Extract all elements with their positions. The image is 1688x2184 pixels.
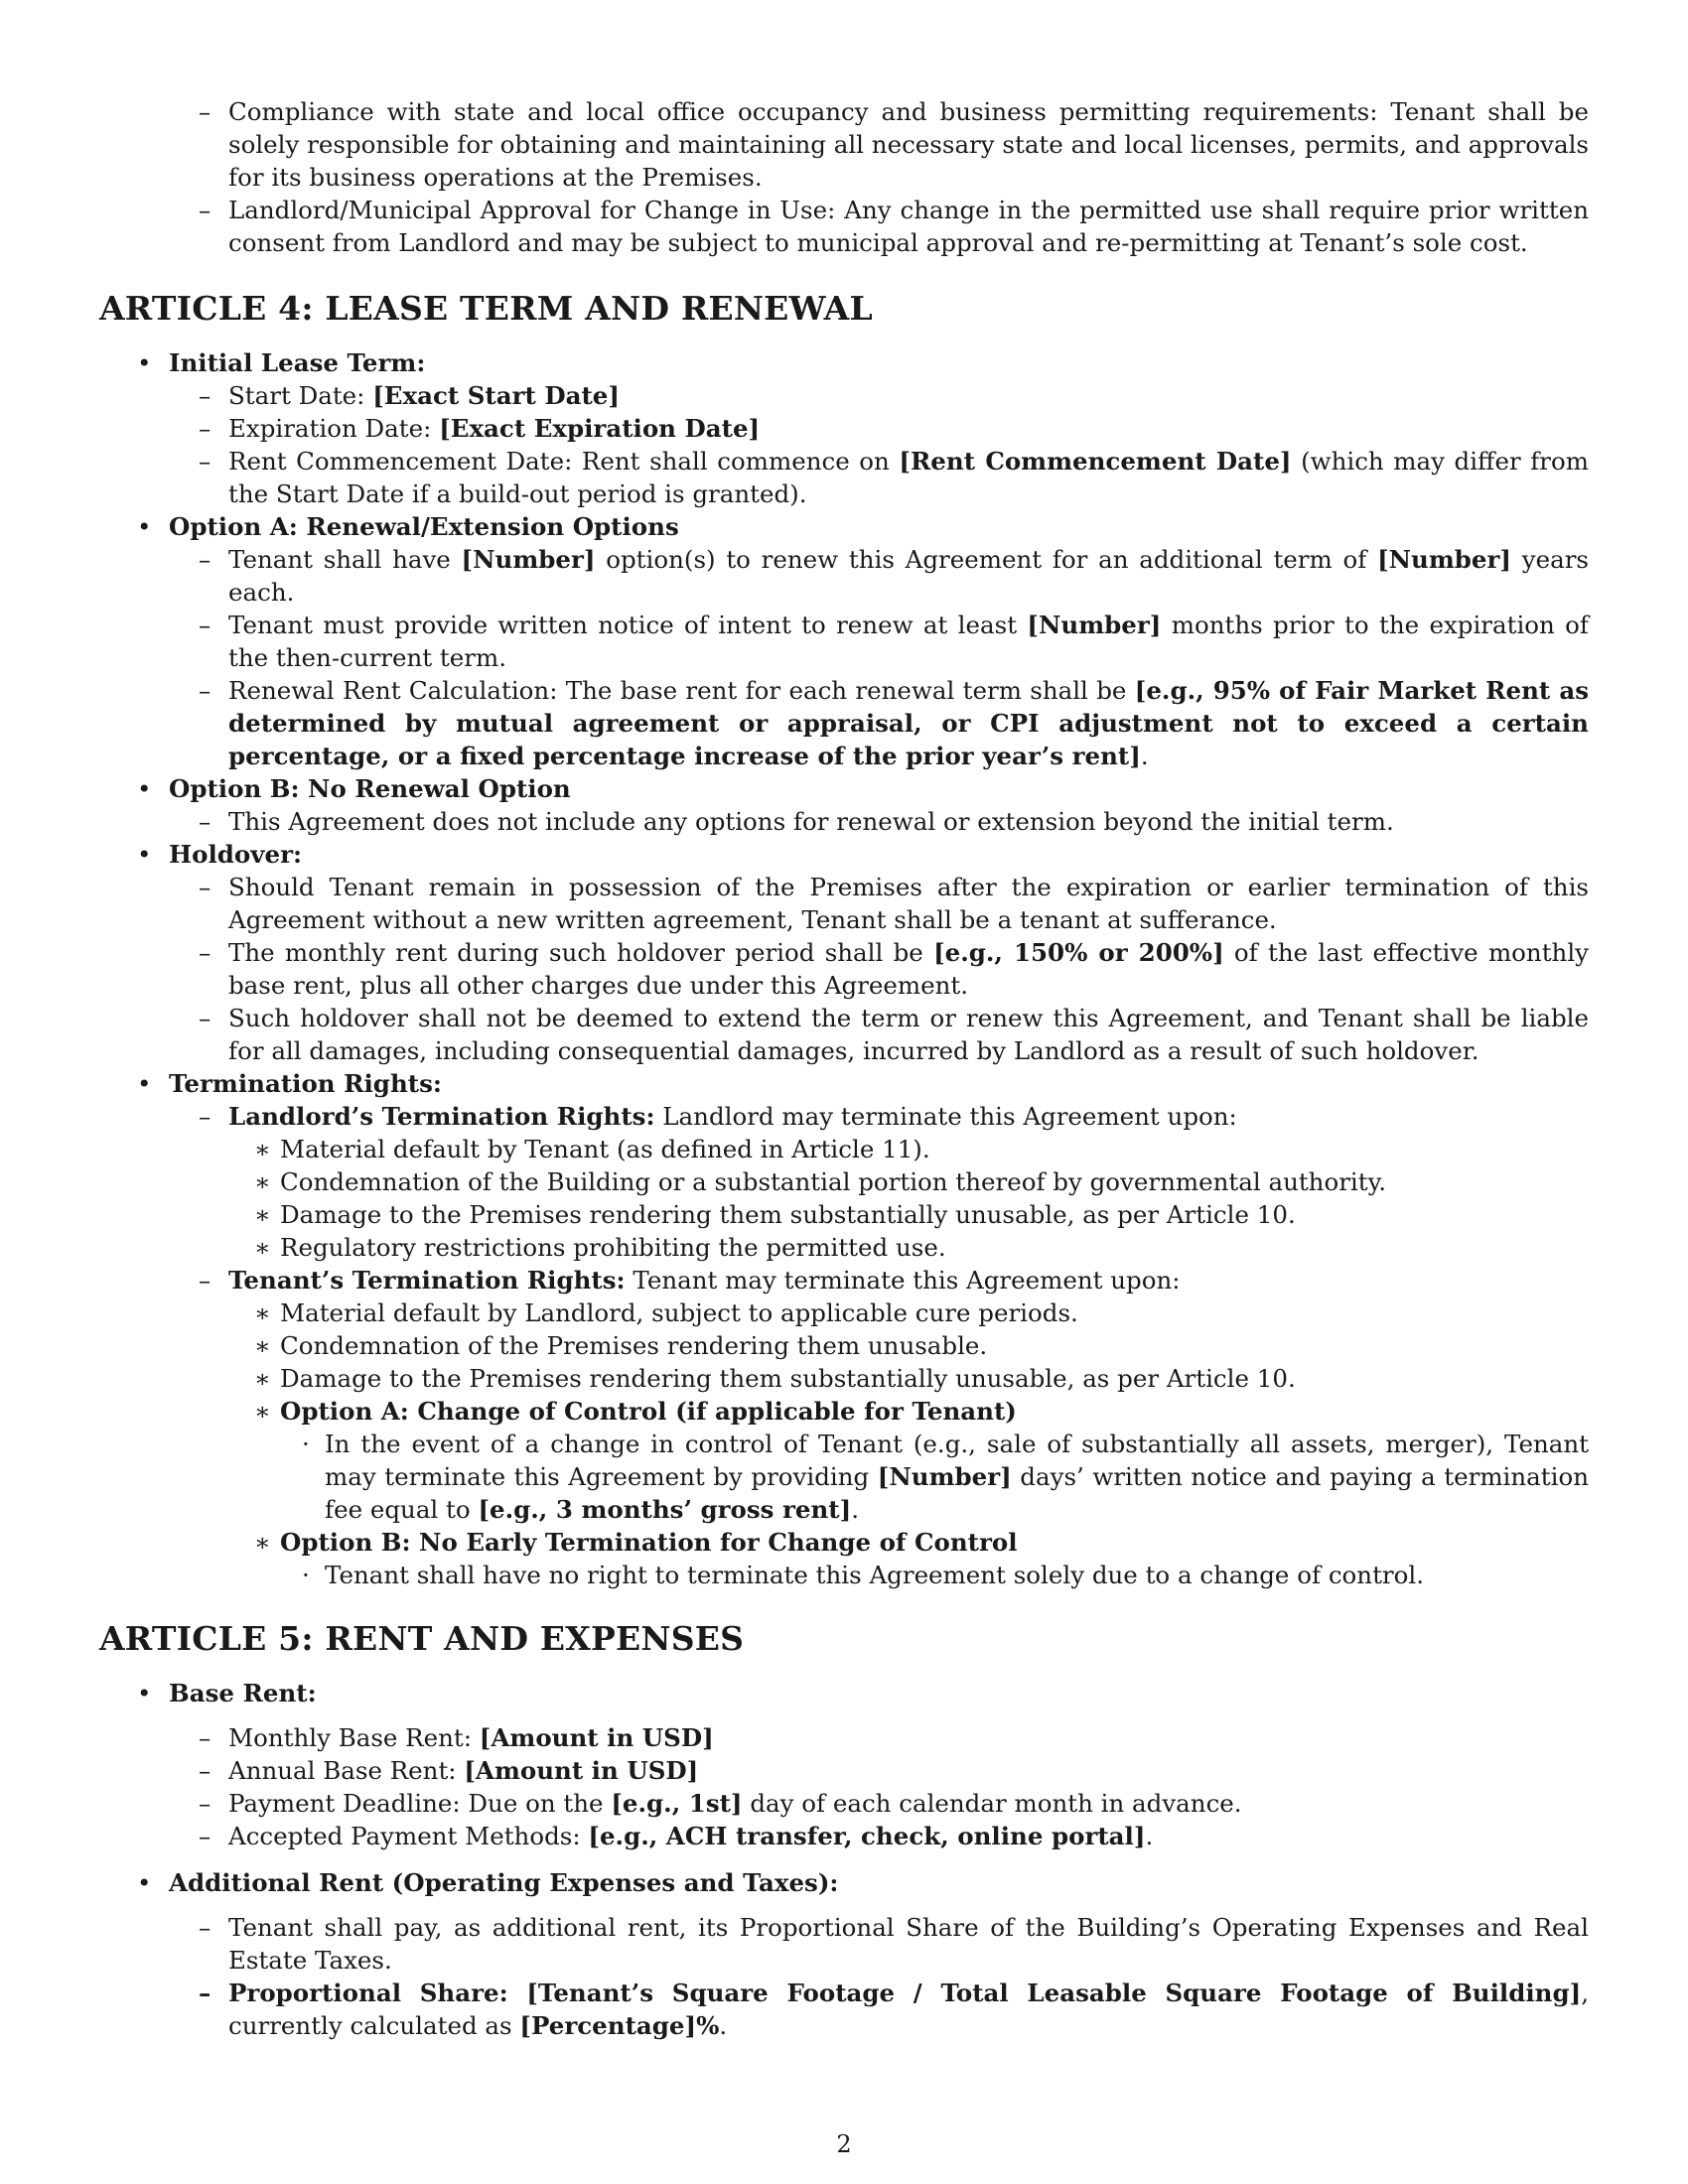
item-text: Accepted Payment Methods: <box>228 1822 589 1850</box>
sub-label: Proportional Share: <box>228 1979 527 2007</box>
dash-marker: – <box>199 1979 211 2007</box>
dot-marker: · <box>302 1430 310 1458</box>
additional-rent <box>99 1866 1589 1899</box>
initial-lease-term <box>99 346 1589 379</box>
dash-marker: – <box>199 1102 211 1131</box>
section-label: Initial Lease Term: <box>169 348 426 377</box>
dash-marker: – <box>199 676 211 705</box>
list-item <box>99 1977 1589 2042</box>
dash-marker: – <box>199 414 211 443</box>
list-item <box>99 543 1589 609</box>
item-text: Renewal Rent Calculation: The base rent for each renewal term shall be <box>228 676 1135 705</box>
item-text: . <box>719 2011 728 2040</box>
list-item <box>99 1787 1589 1820</box>
placeholder-field: [e.g., 150% or 200%] <box>933 938 1224 967</box>
landlord-termination-rights <box>99 1100 1589 1133</box>
list-item <box>99 1754 1589 1787</box>
item-text: Start Date: <box>228 381 373 410</box>
option-a-renewal <box>99 510 1589 543</box>
star-marker: ∗ <box>254 1397 271 1426</box>
page-number: 2 <box>836 2130 852 2158</box>
dash-marker: – <box>199 545 211 574</box>
item-text: day of each calendar month in advance. <box>742 1789 1242 1818</box>
change-of-control-option-b <box>99 1526 1589 1559</box>
item-text: Rent Commencement Date: Rent shall commence on <box>228 447 900 476</box>
placeholder-field: [e.g., 95% of Fair Market Rent as determined by mutual agreement or appraisal, or CPI adjustment not to exceed a certain percentage, or a fixed percentage increase of the prior year’s rent] <box>228 676 1589 770</box>
item-text: Condemnation of the Premises rendering them unusable. <box>280 1331 988 1360</box>
list-item <box>99 805 1589 838</box>
list-item <box>99 412 1589 445</box>
placeholder-field: [Percentage]% <box>519 2011 720 2040</box>
item-text: Annual Base Rent: <box>228 1756 465 1785</box>
item-text: years each. <box>228 545 1589 607</box>
section-label: Additional Rent (Operating Expenses and Taxes): <box>169 1868 839 1897</box>
star-marker: ∗ <box>254 1298 271 1327</box>
item-text: . <box>1140 742 1149 770</box>
list-item <box>99 1820 1589 1852</box>
list-item <box>99 379 1589 412</box>
section-label: Option B: No Renewal Option <box>169 774 571 803</box>
item-text: Damage to the Premises rendering them substantially unusable, as per Article 10. <box>280 1364 1296 1393</box>
list-item <box>99 1329 1589 1362</box>
change-of-control-option-a <box>99 1395 1589 1428</box>
document-page <box>99 95 1589 2042</box>
item-text: The monthly rent during such holdover period shall be <box>228 938 934 967</box>
list-item <box>99 1297 1589 1329</box>
list-item <box>99 1362 1589 1395</box>
star-marker: ∗ <box>254 1233 271 1262</box>
section-label: Termination Rights: <box>169 1069 442 1098</box>
placeholder-field: [e.g., 1st] <box>611 1789 743 1818</box>
item-text: , currently calculated as <box>228 1979 1589 2040</box>
item-text: This Agreement does not include any options for renewal or extension beyond the initial term. <box>228 807 1394 836</box>
item-text: Such holdover shall not be deemed to extend the term or renew this Agreement, and Tenant shall be liable for all damages, including consequential damages, incurred by Landlord as a result of such holdover. <box>228 1004 1589 1065</box>
placeholder-field: [Number] <box>877 1462 1012 1491</box>
list-item <box>99 95 1589 194</box>
list-item-text: Compliance with state and local office occupancy and business permitting requirements: Tenant shall be solely responsible for obtaining and maintaining all necessary state and local licenses, permits, and approvals for its business operations at the Premises. <box>228 97 1589 192</box>
bullet-marker: • <box>137 348 152 377</box>
placeholder-field: [Exact Expiration Date] <box>439 414 761 443</box>
item-text: Tenant shall have <box>228 545 462 574</box>
item-text: Payment Deadline: Due on the <box>228 1789 612 1818</box>
list-item <box>99 1002 1589 1067</box>
option-b-no-renewal <box>99 772 1589 805</box>
item-text: . <box>1145 1822 1154 1850</box>
item-text: Monthly Base Rent: <box>228 1723 480 1752</box>
placeholder-field: [Number] <box>1027 611 1162 639</box>
placeholder-field: [Amount in USD] <box>479 1723 714 1752</box>
list-item <box>99 674 1589 772</box>
termination-rights <box>99 1067 1589 1100</box>
item-text: days’ written notice and paying a termination fee equal to <box>325 1462 1589 1524</box>
dash-marker: – <box>199 1789 211 1818</box>
item-text: Tenant shall have no right to terminate this Agreement solely due to a change of control. <box>325 1561 1424 1589</box>
item-text: Landlord may terminate this Agreement upon: <box>654 1102 1237 1131</box>
item-text: of the last effective monthly base rent, plus all other charges due under this Agreement. <box>228 938 1590 1000</box>
bullet-marker: • <box>137 774 152 803</box>
list-item <box>99 1911 1589 1977</box>
tenant-termination-rights <box>99 1264 1589 1297</box>
bullet-marker: • <box>137 1868 152 1897</box>
dash-marker: – <box>199 196 211 224</box>
star-marker: ∗ <box>254 1200 271 1229</box>
list-item <box>99 871 1589 936</box>
dash-marker: – <box>199 97 211 126</box>
dash-marker: – <box>199 873 211 901</box>
placeholder-field: [e.g., ACH transfer, check, online portal] <box>588 1822 1146 1850</box>
list-item <box>99 936 1589 1002</box>
dash-marker: – <box>199 1266 211 1295</box>
list-item <box>99 194 1589 259</box>
sub-label: Landlord’s Termination Rights: <box>228 1102 655 1131</box>
dash-marker: – <box>199 807 211 836</box>
placeholder-field: [Amount in USD] <box>464 1756 699 1785</box>
dash-marker: – <box>199 1822 211 1850</box>
dash-marker: – <box>199 447 211 476</box>
bullet-marker: • <box>137 1679 152 1707</box>
section-label: Holdover: <box>169 840 303 869</box>
bullet-marker: • <box>137 512 152 541</box>
dot-marker: · <box>302 1561 310 1589</box>
article-5-list <box>99 1677 1589 2042</box>
list-item <box>99 1231 1589 1264</box>
list-item <box>99 1198 1589 1231</box>
item-text: (which may differ from the Start Date if a build-out period is granted). <box>228 447 1589 508</box>
item-text: Should Tenant remain in possession of the Premises after the expiration or earlier termination of this Agreement without a new written agreement, Tenant shall be a tenant at sufferance. <box>228 873 1589 934</box>
item-text: In the event of a change in control of Tenant (e.g., sale of substantially all assets, merger), Tenant may terminate this Agreement by providing <box>325 1430 1589 1491</box>
dash-marker: – <box>199 1913 211 1942</box>
item-text: Tenant shall pay, as additional rent, its Proportional Share of the Building’s Operating Expenses and Real Estate Taxes. <box>228 1913 1589 1975</box>
placeholder-field: [Number] <box>461 545 596 574</box>
list-item <box>99 1721 1589 1754</box>
sub-label: Option B: No Early Termination for Change of Control <box>280 1528 1018 1557</box>
item-text: . <box>851 1495 860 1524</box>
star-marker: ∗ <box>254 1167 271 1196</box>
item-text: option(s) to renew this Agreement for an additional term of <box>595 545 1378 574</box>
list-item <box>99 609 1589 674</box>
star-marker: ∗ <box>254 1528 271 1557</box>
list-item <box>99 1428 1589 1526</box>
list-item <box>99 1133 1589 1165</box>
item-text: Material default by Landlord, subject to applicable cure periods. <box>280 1298 1078 1327</box>
permitted-use-list <box>99 95 1589 259</box>
bullet-marker: • <box>137 840 152 869</box>
list-item-text: Landlord/Municipal Approval for Change in Use: Any change in the permitted use shall require prior written consent from Landlord and may be subject to municipal approval and re-permitting at Tenant’s sole cost. <box>228 196 1589 257</box>
holdover <box>99 838 1589 871</box>
item-text: Tenant must provide written notice of intent to renew at least <box>228 611 1028 639</box>
dash-marker: – <box>199 1004 211 1032</box>
dash-marker: – <box>199 381 211 410</box>
item-text: Damage to the Premises rendering them substantially unusable, as per Article 10. <box>280 1200 1296 1229</box>
article-4-heading: ARTICLE 4: LEASE TERM AND RENEWAL <box>99 289 873 328</box>
sub-label: Option A: Change of Control (if applicable for Tenant) <box>280 1397 1017 1426</box>
star-marker: ∗ <box>254 1135 271 1163</box>
placeholder-field: [Exact Start Date] <box>372 381 620 410</box>
dash-marker: – <box>199 611 211 639</box>
dash-marker: – <box>199 1756 211 1785</box>
placeholder-field: [Rent Commencement Date] <box>899 447 1292 476</box>
item-text: Expiration Date: <box>228 414 440 443</box>
section-label: Base Rent: <box>169 1679 317 1707</box>
placeholder-field: [Number] <box>1377 545 1512 574</box>
item-text: Condemnation of the Building or a substantial portion thereof by governmental authority. <box>280 1167 1386 1196</box>
list-item <box>99 445 1589 510</box>
placeholder-field: [e.g., 3 months’ gross rent] <box>478 1495 852 1524</box>
star-marker: ∗ <box>254 1331 271 1360</box>
item-text: Tenant may terminate this Agreement upon: <box>625 1266 1181 1295</box>
item-text: months prior to the expiration of the then-current term. <box>228 611 1589 672</box>
item-text: Regulatory restrictions prohibiting the permitted use. <box>280 1233 946 1262</box>
article-4-list <box>99 346 1589 1591</box>
dash-marker: – <box>199 938 211 967</box>
dash-marker: – <box>199 1723 211 1752</box>
list-item <box>99 1165 1589 1198</box>
item-text: Material default by Tenant (as defined in Article 11). <box>280 1135 930 1163</box>
section-label: Option A: Renewal/Extension Options <box>169 512 679 541</box>
star-marker: ∗ <box>254 1364 271 1393</box>
list-item <box>99 1559 1589 1591</box>
article-5-heading: ARTICLE 5: RENT AND EXPENSES <box>99 1619 745 1658</box>
bullet-marker: • <box>137 1069 152 1098</box>
placeholder-field: [Tenant’s Square Footage / Total Leasable Square Footage of Building] <box>526 1979 1582 2007</box>
base-rent <box>99 1677 1589 1709</box>
sub-label: Tenant’s Termination Rights: <box>228 1266 626 1295</box>
